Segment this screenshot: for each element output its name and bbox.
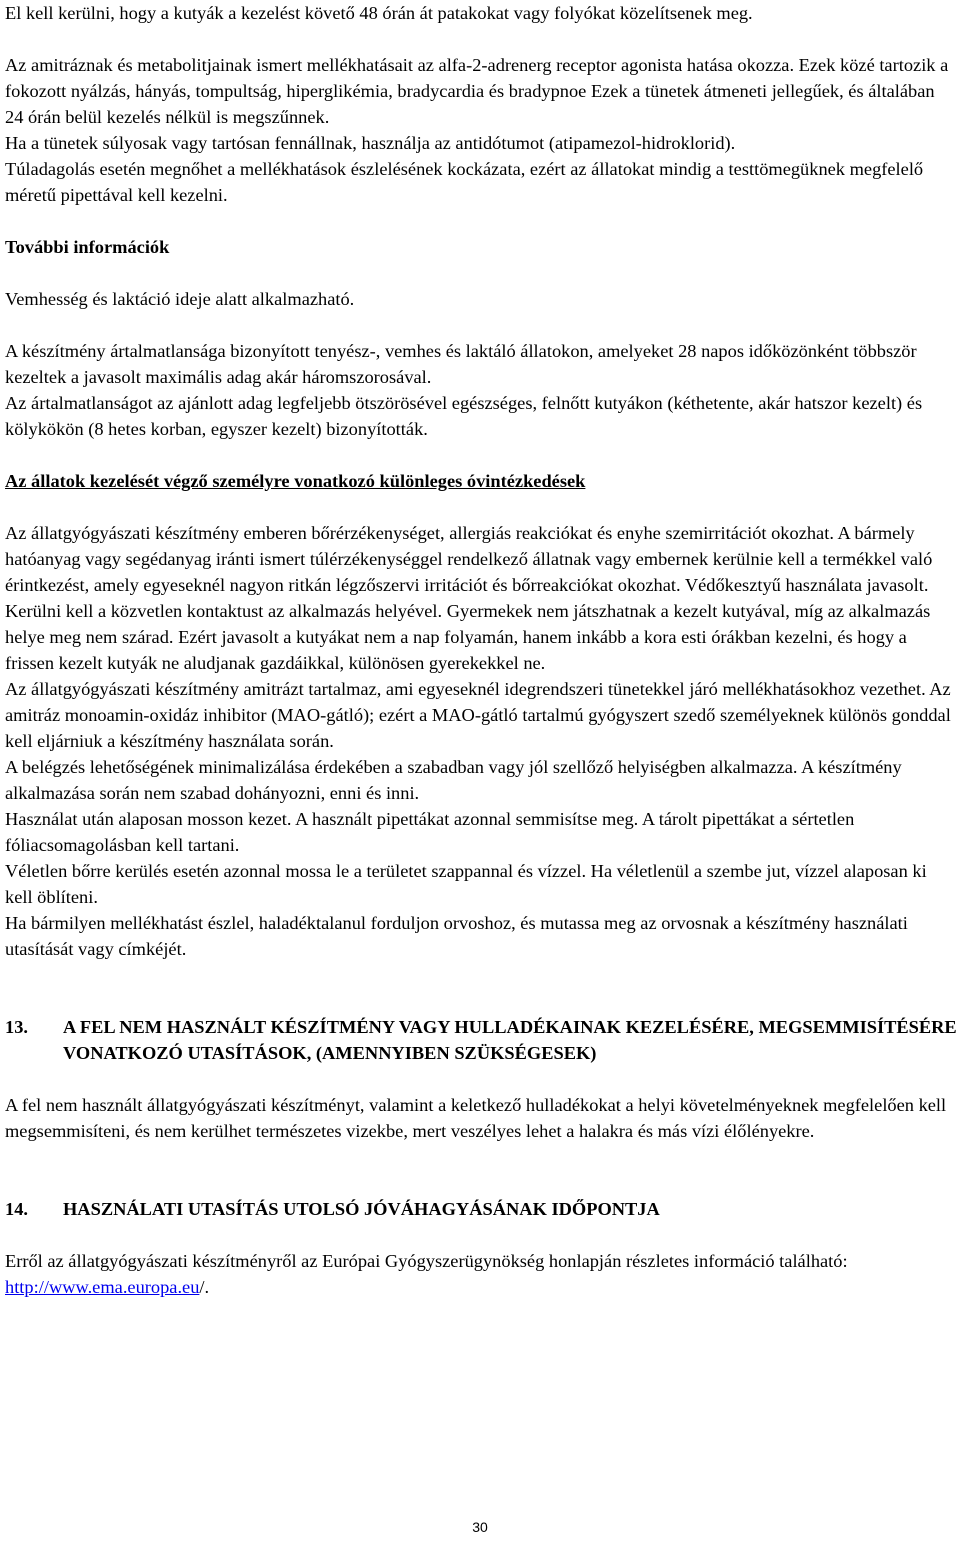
section-13-title: A FEL NEM HASZNÁLT KÉSZÍTMÉNY VAGY HULLADÉKAINAK KEZELÉSÉRE, MEGSEMMISÍTÉSÉRE VONATKOZÓ UTASÍTÁSOK, (AMENNYIBEN SZÜKSÉGESEK) <box>63 1017 957 1063</box>
precautions-heading-text: Az állatok kezelését végző személyre vonatkozó különleges óvintézkedések <box>5 471 586 491</box>
ema-info-text: Erről az állatgyógyászati készítményről az Európai Gyógyszerügynökség honlapján részletes információ található: <box>5 1251 848 1271</box>
page-number: 30 <box>472 1519 488 1535</box>
section-13-number: 13. <box>5 1017 28 1037</box>
paragraph-disposal: A fel nem használt állatgyógyászati készítményt, valamint a keletkező hulladékokat a helyi követelményeknek megfelelően kell megsemmisíteni, és nem kerülhet természetes vizekbe, mert veszélyes lehet a halakra és más vízi élőlényekre. <box>5 1095 947 1141</box>
paragraph-precaution-doctor: Ha bármilyen mellékhatást észlel, haladéktalanul forduljon orvoshoz, és mutassa meg az orvosnak a készítmény használati utasítását vagy címkéjét. <box>5 913 908 959</box>
paragraph-precaution-mao: Az állatgyógyászati készítmény amitrázt tartalmaz, ami egyeseknél idegrendszeri tünetekkel járó mellékhatásokhoz vezethet. Az amitráz monoamin-oxidáz inhibitor (MAO-gátló); ezért a MAO-gátló tartalmú gyógyszert szedő személyeknek különös gonddal kell eljárniuk a készítmény használata során. <box>5 679 951 751</box>
paragraph-side-effects: Az amitráznak és metabolitjainak ismert mellékhatásait az alfa-2-adrenerg receptor agonista hatása okozza. Ezek közé tartozik a fokozott nyálzás, hányás, tompultság, hiperglikémia, bradycardia és bradypnoe Ezek a tünetek átmeneti jellegűek, és általában 24 órán belül kezelés nélkül is megszűnnek. <box>5 55 949 127</box>
paragraph-safety-overdose: Az ártalmatlanságot az ajánlott adag legfeljebb ötszörösével egészséges, felnőtt kutyákon (kéthetente, akár hatszor kezelt) és kölykökön (8 hetes korban, egyszer kezelt) bizonyították. <box>5 393 923 439</box>
paragraph-avoid-waters: El kell kerülni, hogy a kutyák a kezelést követő 48 órán át patakokat vagy folyókat közelítsenek meg. <box>5 3 753 23</box>
paragraph-precaution-inhalation: A belégzés lehetőségének minimalizálása érdekében a szabadban vagy jól szellőző helyiségben alkalmazza. A készítmény alkalmazása során nem szabad dohányozni, enni és inni. <box>5 757 902 803</box>
paragraph-precaution-washing: Használat után alaposan mosson kezet. A használt pipettákat azonnal semmisítse meg. A tárolt pipettákat a sértetlen fóliacsomagolásban kell tartani. <box>5 809 855 855</box>
ema-info-suffix: /. <box>199 1277 210 1297</box>
paragraph-safety-breeding: A készítmény ártalmatlansága bizonyított tenyész-, vemhes és laktáló állatokon, amelyeket 28 napos időközönként többször kezeltek a javasolt maximális adag akár háromszorosával. <box>5 341 917 387</box>
paragraph-precaution-sensitivity: Az állatgyógyászati készítmény emberen bőrérzékenységet, allergiás reakciókat és enyhe szemirritációt okozhat. A bármely hatóanyag vagy segédanyag iránti ismert túlérzékenységgel rendelkező állatnak vagy embernek kerülnie kell a termékkel való érintkezést, amely egyeseknél nagyon ritkán légzőszervi irritációt és bőrreakciókat okozhat. Védőkesztyű használata javasolt. <box>5 523 933 595</box>
paragraph-pregnancy: Vemhesség és laktáció ideje alatt alkalmazható. <box>5 289 355 309</box>
paragraph-overdose: Túladagolás esetén megnőhet a mellékhatások észlelésének kockázata, ezért az állatokat mindig a testtömegüknek megfelelő méretű pipettával kell kezelni. <box>5 159 924 205</box>
section-13-heading <box>5 1014 957 1066</box>
section-14-title: HASZNÁLATI UTASÍTÁS UTOLSÓ JÓVÁHAGYÁSÁNAK IDŐPONTJA <box>63 1199 660 1219</box>
paragraph-precaution-contact: Kerülni kell a közvetlen kontaktust az alkalmazás helyével. Gyermekek nem játszhatnak a kezelt kutyával, míg az alkalmazás helye meg nem szárad. Ezért javasolt a kutyákat nem a nap folyamán, hanem inkább a kora esti órákban kezelni, és hogy a frissen kezelt kutyák ne aludjanak gazdáikkal, különösen gyerekekkel ne. <box>5 601 931 673</box>
paragraph-ema-info <box>5 1248 957 1300</box>
document-page <box>5 0 957 1300</box>
precautions-heading <box>5 468 957 494</box>
further-info-heading: További információk <box>5 237 170 257</box>
ema-website-link[interactable]: http://www.ema.europa.eu <box>5 1277 200 1297</box>
paragraph-precaution-skin-eye: Véletlen bőrre kerülés esetén azonnal mossa le a területet szappannal és vízzel. Ha véletlenül a szembe jut, vízzel alaposan ki kell öblíteni. <box>5 861 927 907</box>
section-14-number: 14. <box>5 1199 28 1219</box>
section-14-heading <box>5 1196 957 1222</box>
paragraph-antidote: Ha a tünetek súlyosak vagy tartósan fennállnak, használja az antidótumot (atipamezol-hidroklorid). <box>5 133 736 153</box>
